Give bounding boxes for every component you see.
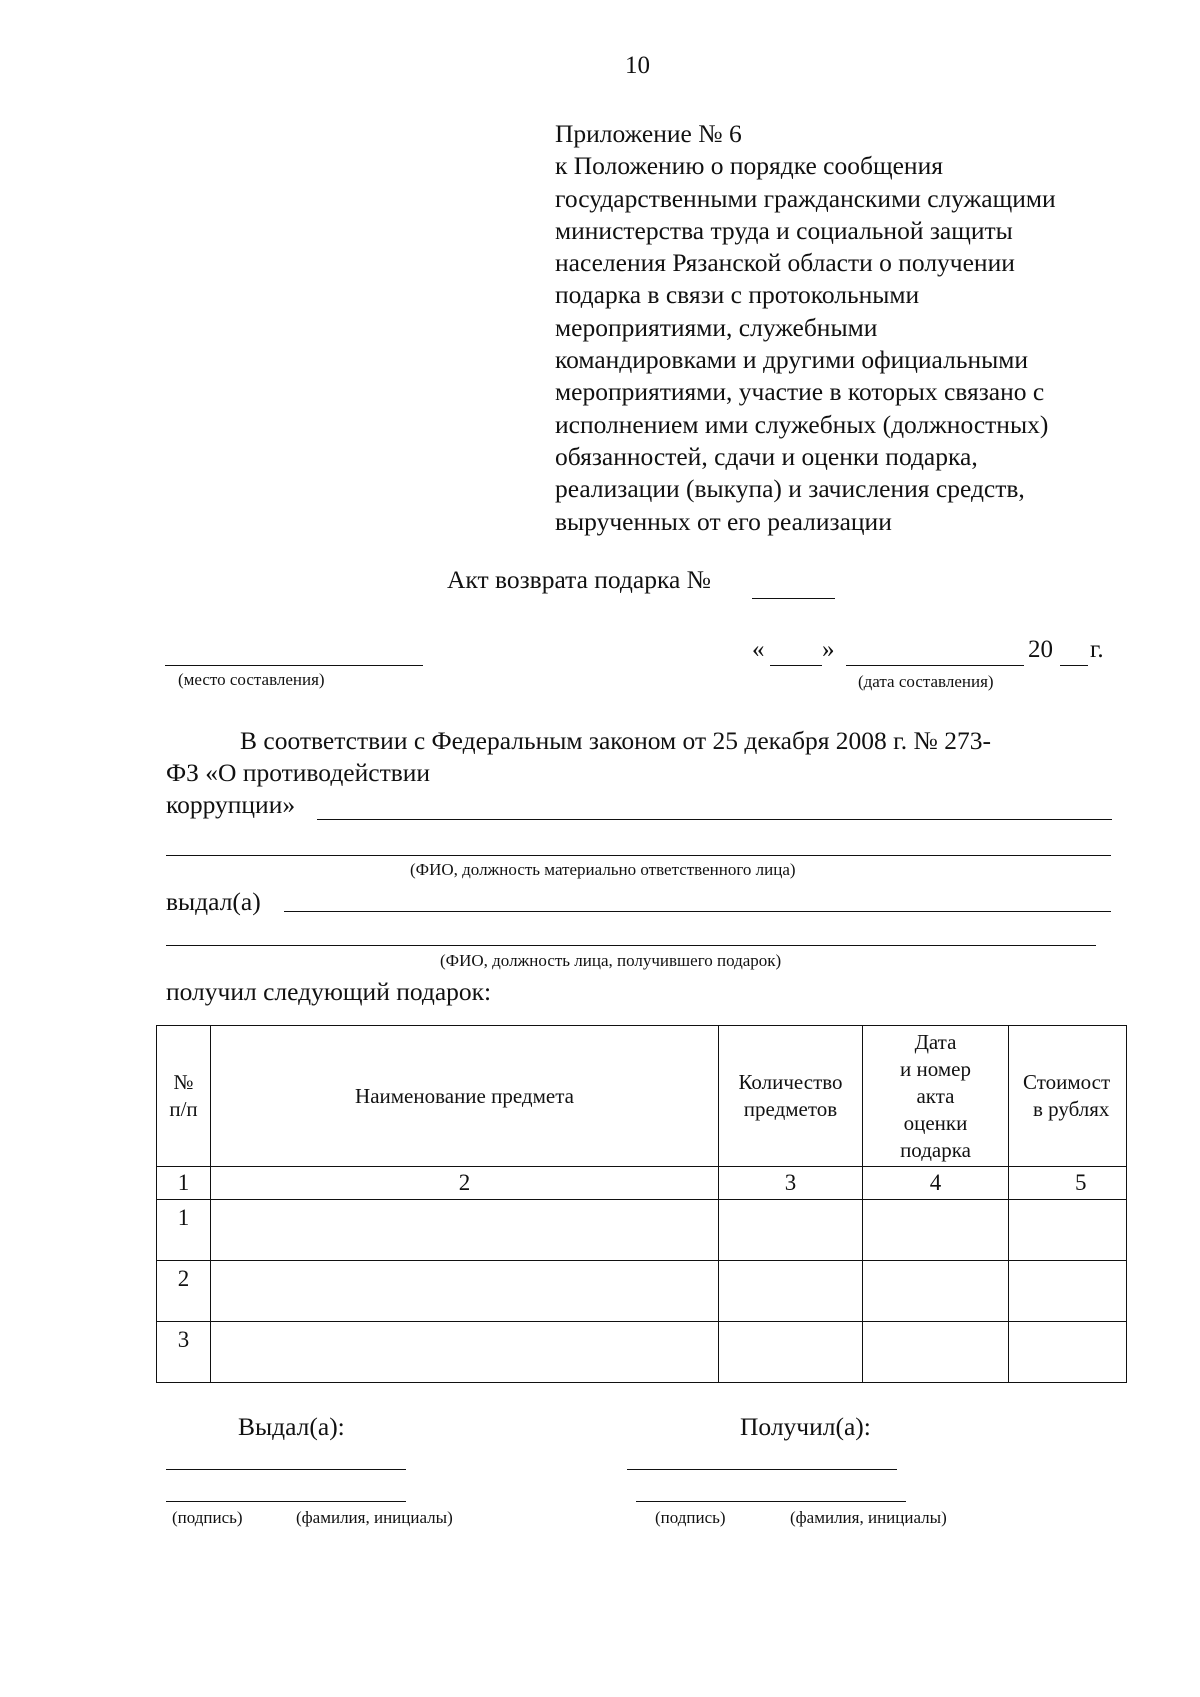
place-caption: (место составления) bbox=[178, 670, 325, 689]
issued-signature-caption: (подпись) bbox=[172, 1508, 243, 1527]
row-index: 3 bbox=[157, 1322, 211, 1383]
col-header-name: Наименование предмета bbox=[211, 1026, 719, 1167]
col-header-cost-line2: в рублях bbox=[1033, 1097, 1110, 1121]
page-number: 10 bbox=[625, 52, 650, 79]
quantity-cell[interactable] bbox=[719, 1200, 863, 1261]
appendix-line: мероприятиями, служебными bbox=[555, 312, 878, 342]
quantity-cell[interactable] bbox=[719, 1261, 863, 1322]
col-header-cost-line1: Стоимост bbox=[1023, 1070, 1111, 1094]
appendix-line: министерства труда и социальной защиты bbox=[555, 215, 1013, 245]
col-header-quantity-line2: предметов bbox=[743, 1097, 838, 1121]
col-header-date-line: Дата bbox=[914, 1029, 957, 1054]
act-number-field[interactable] bbox=[752, 598, 835, 599]
date-quote-close: » bbox=[822, 636, 835, 663]
col-header-number-line2: п/п bbox=[169, 1097, 198, 1121]
col-header-cost bbox=[1009, 1026, 1127, 1167]
date-act-cell[interactable] bbox=[863, 1322, 1009, 1383]
issued-signature-title: Выдал(а): bbox=[238, 1412, 345, 1441]
received-name-caption: (фамилия, инициалы) bbox=[790, 1508, 947, 1527]
table-row bbox=[157, 1200, 1127, 1261]
act-title: Акт возврата подарка № bbox=[447, 565, 712, 594]
appendix-line: к Положению о порядке сообщения bbox=[555, 151, 943, 181]
date-act-cell[interactable] bbox=[863, 1200, 1009, 1261]
col-header-quantity-line1: Количество bbox=[738, 1070, 843, 1094]
issued-field-1[interactable] bbox=[284, 911, 1111, 912]
received-signature-caption: (подпись) bbox=[655, 1508, 726, 1527]
date-act-cell[interactable] bbox=[863, 1261, 1009, 1322]
col-header-date-line: и номер bbox=[900, 1056, 971, 1081]
received-name-field[interactable] bbox=[636, 1501, 906, 1502]
col-header-date-line: акта bbox=[916, 1083, 955, 1108]
body-line-1: В соответствии с Федеральным законом от 25 декабря 2008 г. № 273- bbox=[240, 726, 991, 755]
issued-signature-field[interactable] bbox=[166, 1469, 406, 1470]
table-row bbox=[157, 1261, 1127, 1322]
appendix-line: вырученных от его реализации bbox=[555, 506, 892, 536]
column-number: 4 bbox=[863, 1167, 1009, 1200]
col-header-number-line1: № bbox=[173, 1070, 194, 1094]
col-header-date-line: оценки bbox=[903, 1110, 968, 1135]
item-name-cell[interactable] bbox=[211, 1322, 719, 1383]
day-field[interactable] bbox=[770, 665, 822, 666]
receiver-caption: (ФИО, должность лица, получившего подарок) bbox=[440, 951, 782, 970]
issued-label: выдал(а) bbox=[166, 887, 261, 916]
col-header-date-line: подарка bbox=[900, 1137, 971, 1162]
appendix-line: исполнением ими служебных (должностных) bbox=[555, 409, 1049, 439]
column-number: 5 bbox=[1009, 1167, 1127, 1200]
received-signature-field[interactable] bbox=[627, 1469, 897, 1470]
col-header-date bbox=[863, 1026, 1009, 1167]
col-header-number bbox=[157, 1026, 211, 1167]
appendix-line: обязанностей, сдачи и оценки подарка, bbox=[555, 441, 978, 471]
issued-name-caption: (фамилия, инициалы) bbox=[296, 1508, 453, 1527]
column-number: 2 bbox=[211, 1167, 719, 1200]
body-line-3: коррупции» bbox=[166, 790, 296, 819]
appendix-line: мероприятиями, участие в которых связано с bbox=[555, 377, 1045, 407]
body-line-2: ФЗ «О противодействии bbox=[166, 758, 431, 787]
item-name-cell[interactable] bbox=[211, 1200, 719, 1261]
appendix-line: подарка в связи с протокольными bbox=[555, 280, 920, 310]
gift-table bbox=[156, 1025, 1127, 1383]
table-header-row bbox=[157, 1026, 1127, 1167]
appendix-line: государственными гражданскими служащими bbox=[555, 183, 1056, 213]
year-prefix: 20 bbox=[1028, 636, 1053, 663]
date-quote-open: « bbox=[752, 636, 765, 663]
issuer-field-2[interactable] bbox=[166, 855, 1111, 856]
place-field[interactable] bbox=[165, 665, 423, 666]
date-caption: (дата составления) bbox=[858, 672, 994, 691]
year-field[interactable] bbox=[1060, 665, 1088, 666]
appendix-line: реализации (выкупа) и зачисления средств, bbox=[555, 474, 1025, 504]
cost-cell[interactable] bbox=[1009, 1261, 1127, 1322]
appendix-line: населения Рязанской области о получении bbox=[555, 248, 1015, 278]
cost-cell[interactable] bbox=[1009, 1322, 1127, 1383]
issuer-field-1[interactable] bbox=[317, 819, 1112, 820]
appendix-line: командировками и другими официальными bbox=[555, 345, 1029, 375]
year-suffix: г. bbox=[1090, 636, 1104, 663]
month-field[interactable] bbox=[846, 665, 1024, 666]
appendix-heading bbox=[555, 118, 1175, 538]
quantity-cell[interactable] bbox=[719, 1322, 863, 1383]
row-index: 1 bbox=[157, 1200, 211, 1261]
issued-name-field[interactable] bbox=[166, 1501, 406, 1502]
item-name-cell[interactable] bbox=[211, 1261, 719, 1322]
cost-cell[interactable] bbox=[1009, 1200, 1127, 1261]
appendix-line: Приложение № 6 bbox=[555, 119, 742, 148]
column-number-row bbox=[157, 1167, 1127, 1200]
row-index: 2 bbox=[157, 1261, 211, 1322]
received-signature-title: Получил(а): bbox=[740, 1412, 871, 1441]
table-row bbox=[157, 1322, 1127, 1383]
issued-field-2[interactable] bbox=[166, 945, 1096, 946]
col-header-quantity bbox=[719, 1026, 863, 1167]
column-number: 1 bbox=[157, 1167, 211, 1200]
issuer-caption: (ФИО, должность материально ответственного лица) bbox=[410, 860, 796, 879]
received-text: получил следующий подарок: bbox=[166, 977, 492, 1006]
column-number: 3 bbox=[719, 1167, 863, 1200]
